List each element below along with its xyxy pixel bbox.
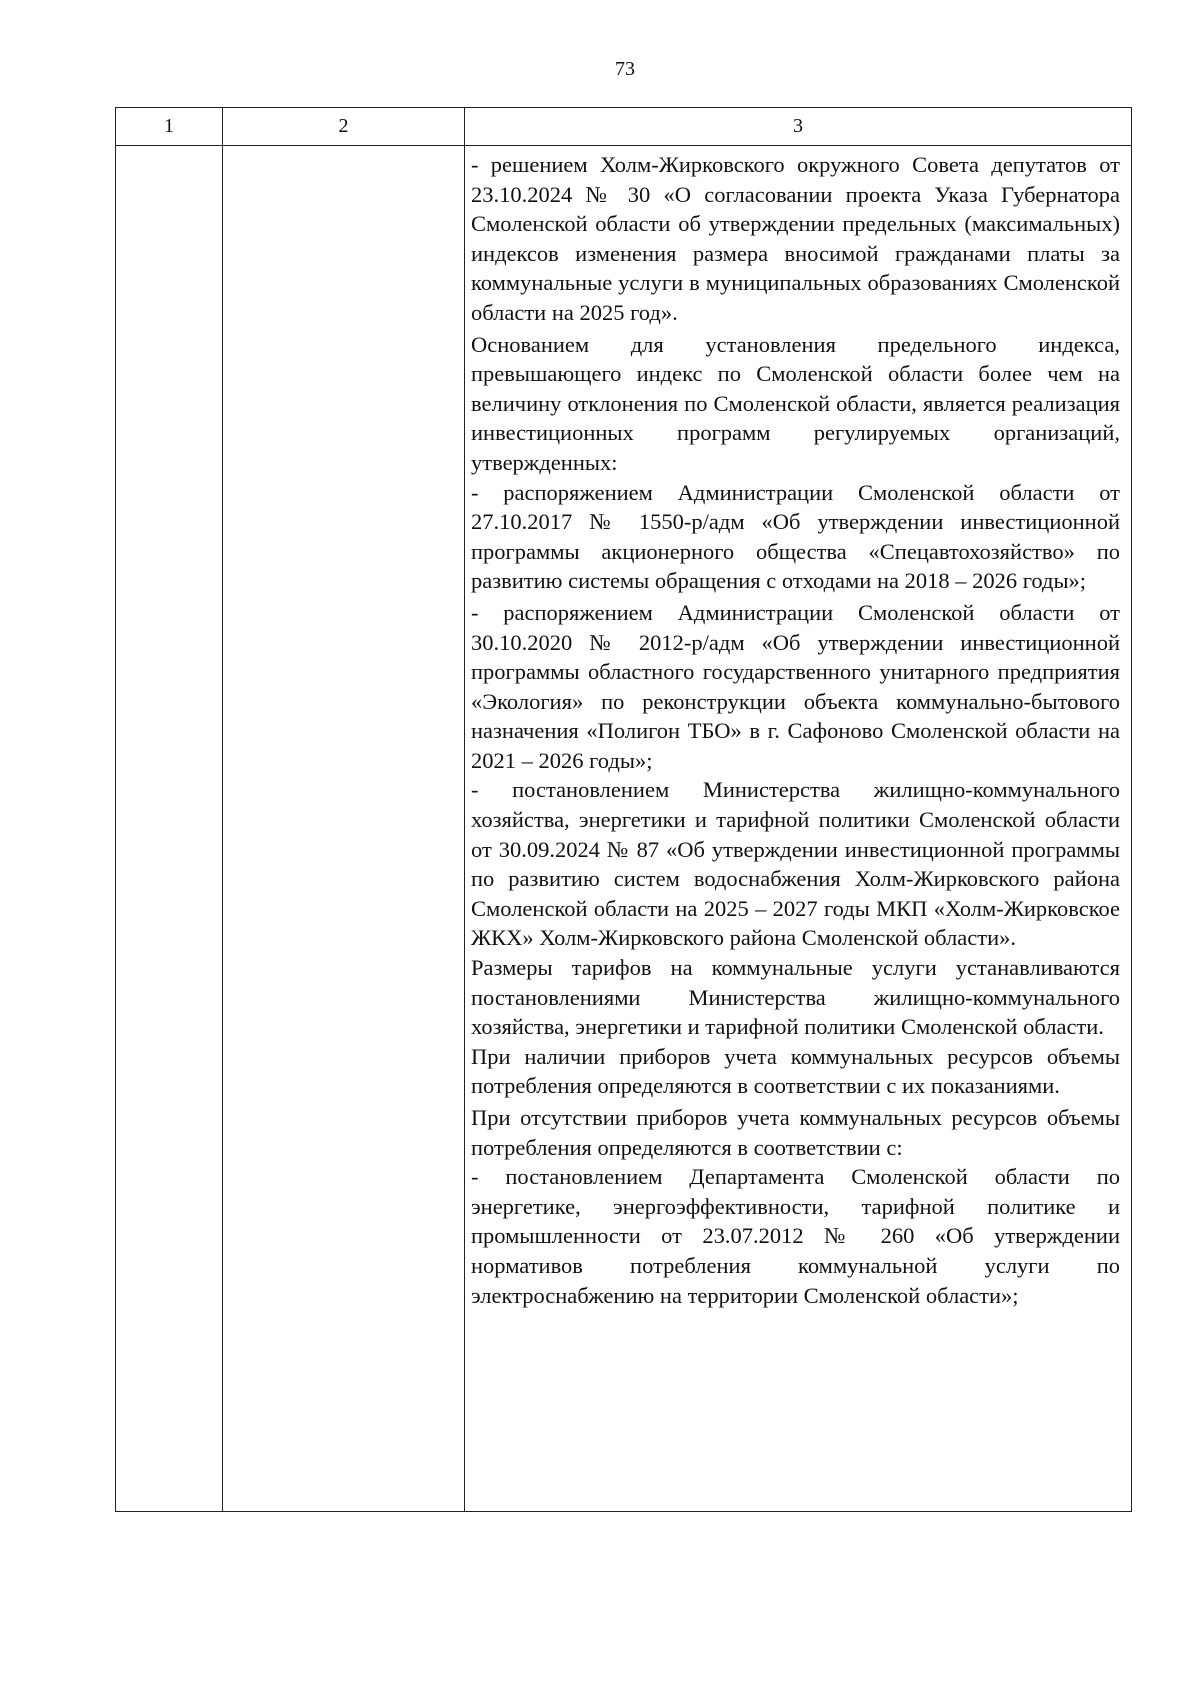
column-header-3: 3 <box>465 108 1132 146</box>
paragraph-order-spetsavto: - распоряжением Администрации Смоленской области от 27.10.2017 № 1550-р/адм «Об утверждении инвестиционной программы акционерного общества «Спецавтохозяйство» по развитию системы обращения с отходами на 2018 – 2026 годы»; <box>471 479 1120 594</box>
page-number: 73 <box>615 58 635 80</box>
cell-column-2 <box>223 146 465 1512</box>
cell-column-3 <box>465 146 1132 1512</box>
column-header-1: 1 <box>116 108 223 146</box>
paragraph-with-meters: При наличии приборов учета коммунальных ресурсов объемы потребления определяются в соответствии с их показаниями. <box>471 1043 1120 1099</box>
paragraph-electricity-norms: - постановлением Департамента Смоленской области по энергетике, энергоэффективности, тарифной политике и промышленности от 23.07.2012 № 260 «Об утверждении нормативов потребления коммунальной услуги по электроснабжению на территории Смоленской области»; <box>471 1164 1120 1308</box>
document-table <box>115 107 1132 1512</box>
column-header-2: 2 <box>223 108 465 146</box>
paragraph-order-ekologiya: - распоряжением Администрации Смоленской области от 30.10.2020 № 2012-р/адм «Об утверждении инвестиционной программы областного государственного унитарного предприятия «Экология» по реконструкции объекта коммунально-бытового назначения «Полигон ТБО» в г. Сафоново Смоленской области на 2021 – 2026 годы»; <box>471 599 1120 773</box>
paragraph-resolution-water-supply: - постановлением Министерства жилищно-коммунального хозяйства, энергетики и тарифной политики Смоленской области от 30.09.2024 № 87 «Об утверждении инвестиционной программы по развитию систем водоснабжения Холм-Жирковского района Смоленской области на 2025 – 2027 годы МКП «Холм-Жирковское ЖКХ» Холм-Жирковского района Смоленской области». <box>471 777 1120 951</box>
cell-text <box>465 146 1131 1310</box>
paragraph-tariff-sizes: Размеры тарифов на коммунальные услуги устанавливаются постановлениями Министерства жилищно-коммунального хозяйства, энергетики и тарифной политики Смоленской области. <box>471 955 1120 1040</box>
table-row <box>116 146 1132 1512</box>
cell-column-1 <box>116 146 223 1512</box>
paragraph-decision-okrug-council: - решением Холм-Жирковского окружного Совета депутатов от 23.10.2024 № 30 «О согласовании проекта Указа Губернатора Смоленской области об утверждении предельных (максимальных) индексов изменения размера вносимой гражданами платы за коммунальные услуги в муниципальных образованиях Смоленской области на 2025 год». <box>471 152 1120 325</box>
paragraph-without-meters: При отсутствии приборов учета коммунальных ресурсов объемы потребления определяются в соответствии с: <box>471 1105 1120 1160</box>
paragraph-basis-for-index: Основанием для установления предельного индекса, превышающего индекс по Смоленской области более чем на величину отклонения по Смоленской области, является реализация инвестиционных программ регулируемых организаций, утвержденных: <box>471 331 1120 475</box>
table-header-row <box>116 108 1132 146</box>
